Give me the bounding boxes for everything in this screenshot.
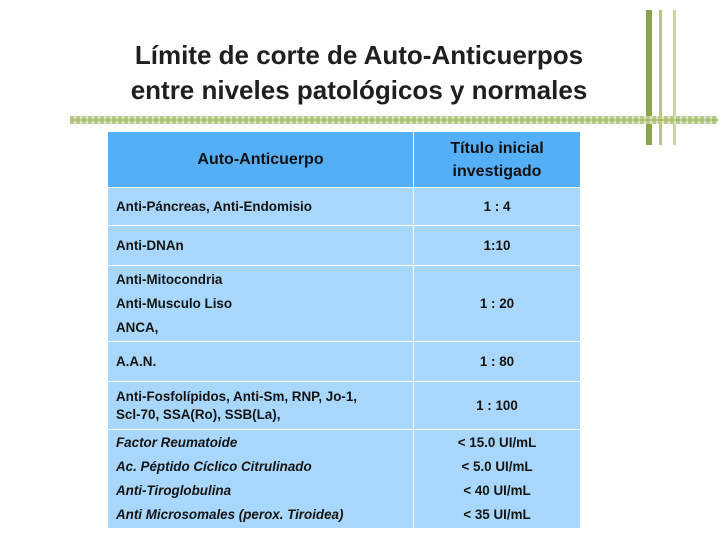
titer-value: 1:10 bbox=[483, 237, 511, 253]
titer-value: 1 : 80 bbox=[479, 353, 515, 369]
titer-cell bbox=[414, 226, 581, 266]
antibody-name: Anti-DNAn bbox=[116, 237, 184, 253]
titer-value: 1 : 4 bbox=[483, 198, 511, 214]
titer-value: 1 : 20 bbox=[479, 295, 515, 311]
decor-dotted-rule bbox=[70, 116, 718, 124]
header-antibody: Auto-Anticuerpo bbox=[108, 132, 414, 188]
titer-cell bbox=[414, 382, 581, 430]
slide-title bbox=[90, 38, 628, 108]
table-row bbox=[108, 382, 581, 430]
titer-value: < 5.0 UI/mL bbox=[461, 459, 533, 474]
titer-value: < 35 UI/mL bbox=[463, 507, 531, 522]
antibody-name: ANCA, bbox=[116, 319, 159, 335]
antibody-table bbox=[107, 131, 581, 529]
antibody-cell bbox=[108, 382, 414, 430]
antibody-name: Anti-Tiroglobulina bbox=[116, 483, 232, 498]
antibody-cell bbox=[108, 430, 414, 529]
antibody-cell bbox=[108, 266, 414, 342]
decor-bar-mid bbox=[659, 10, 662, 145]
antibody-name: Ac. Péptido Cíclico Citrulinado bbox=[116, 459, 312, 474]
antibody-cell bbox=[108, 342, 414, 382]
antibody-name: Anti-Fosfolípidos, Anti-Sm, RNP, Jo-1, bbox=[116, 388, 358, 404]
table-row bbox=[108, 226, 581, 266]
decor-bar-thin bbox=[673, 10, 676, 145]
table-row bbox=[108, 342, 581, 382]
header-titer: Título inicial investigado bbox=[414, 132, 581, 188]
antibody-name: Scl-70, SSA(Ro), SSB(La), bbox=[116, 406, 281, 422]
antibody-cell bbox=[108, 188, 414, 226]
titer-cell bbox=[414, 430, 581, 529]
antibody-name: Anti Microsomales (perox. Tiroidea) bbox=[116, 507, 344, 522]
titer-value: < 40 UI/mL bbox=[463, 483, 531, 498]
antibody-name: Anti-Musculo Liso bbox=[116, 295, 233, 311]
titer-value: 1 : 100 bbox=[476, 397, 518, 413]
antibody-name: A.A.N. bbox=[116, 353, 157, 369]
table-row bbox=[108, 430, 581, 529]
header-row bbox=[108, 132, 581, 188]
table-row bbox=[108, 266, 581, 342]
table-row bbox=[108, 188, 581, 226]
titer-cell bbox=[414, 342, 581, 382]
antibody-name: Anti-Páncreas, Anti-Endomisio bbox=[116, 198, 312, 214]
titer-value: < 15.0 UI/mL bbox=[457, 435, 537, 450]
title-line: entre niveles patológicos y normales bbox=[130, 75, 588, 105]
titer-cell bbox=[414, 266, 581, 342]
titer-cell bbox=[414, 188, 581, 226]
antibody-name: Factor Reumatoide bbox=[116, 435, 238, 450]
antibody-cell bbox=[108, 226, 414, 266]
title-line: Límite de corte de Auto-Anticuerpos bbox=[134, 40, 584, 70]
decor-bar-thick bbox=[646, 10, 652, 145]
antibody-name: Anti-Mitocondria bbox=[116, 271, 223, 287]
